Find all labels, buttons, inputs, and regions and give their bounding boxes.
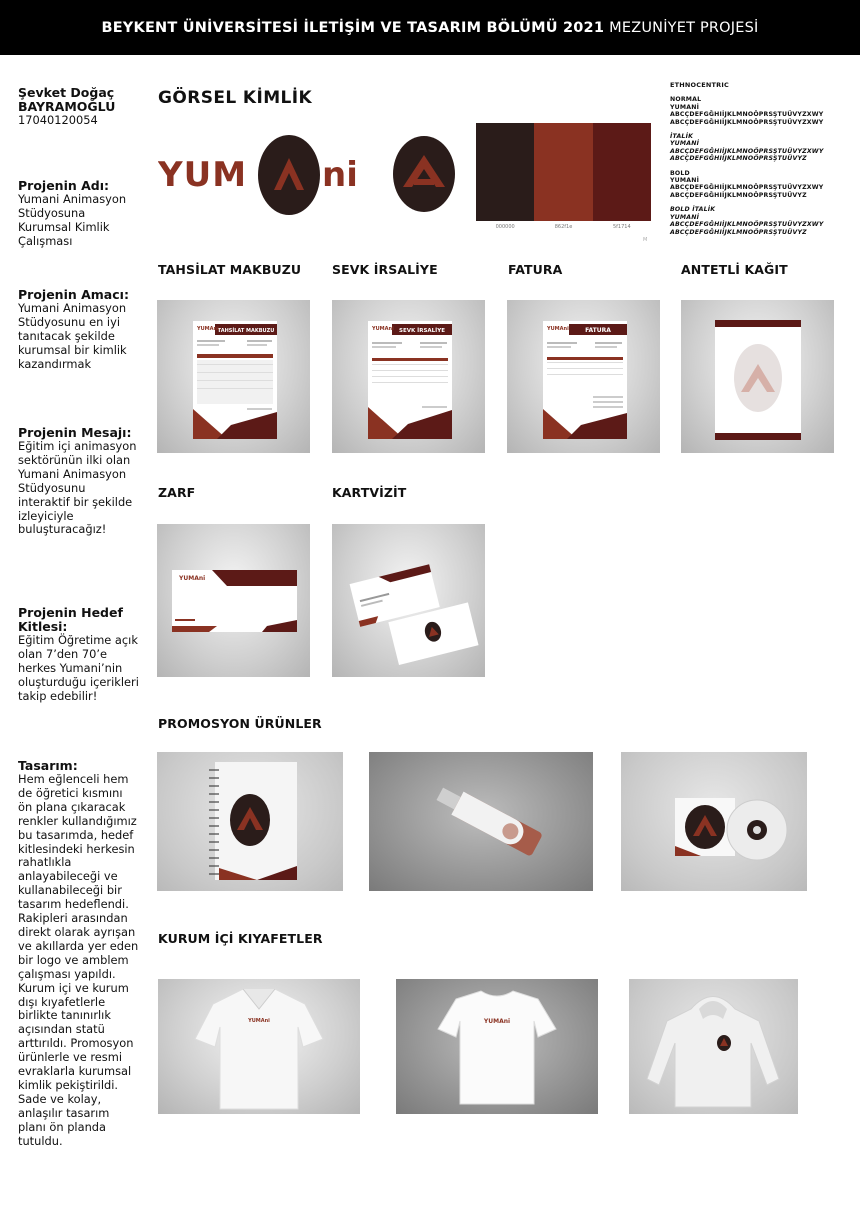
- color-label-1: 000000: [495, 224, 515, 230]
- target-audience-heading: Projenin Hedef Kitlesi:: [18, 605, 123, 634]
- font-brand-sample: YUMANİ: [670, 177, 700, 185]
- font-brand-sample: YUMANİ: [670, 140, 700, 148]
- font-brand-sample: YUMANİ: [670, 103, 700, 111]
- project-purpose-heading: Projenin Amacı:: [18, 287, 129, 302]
- design-text: Hem eğlenceli hem de öğretici kısmını ön plana çıkaracak renkler kullandığımız bu tasarımda, hedef kitlesindeki herkesin rahatlıkla anlayabileceği ve kullanabileceği bir tasarım hedeflendi. Rakipleri arasından direkt olarak ayrışan ve akıllarda yer eden bir logo ve amblem çalışması yapıldı. Kurum içi ve kurum dışı kıyafetlerle birlikte tanınırlık açısından statü arttırıldı. Promosyon ürünlerle ve resmi evraklarla kurumsal kimlik pekiştirildi. Sade ve kolay, anlaşılır tasarım planı ön planda tutuldu.: [18, 772, 139, 1148]
- font-family-name: ETHNOCENTRIC: [670, 81, 729, 89]
- font-style-label: İTALİK: [670, 133, 694, 141]
- tshirt-logo: YUMAni: [483, 1018, 511, 1025]
- color-swatch-1: [476, 123, 534, 221]
- font-group-bold: [670, 170, 855, 200]
- project-name-text: Yumani Animasyon Stüdyosuna Kurumsal Kimlik Çalışması: [18, 192, 127, 248]
- project-name-block: [18, 179, 140, 249]
- project-message-text: Eğitim içi animasyon sektörünün ilki olan Yumani Animasyon Stüdyosunu interaktif bir şekilde izleyiciyle buluşturacağız!: [18, 439, 137, 537]
- waybill-doc-label: SEVK İRSALİYE: [399, 328, 445, 334]
- svg-text:YUMAni: YUMAni: [547, 326, 569, 332]
- header-title-bold: BEYKENT ÜNİVERSİTESİ İLETİŞİM VE TASARIM BÖLÜMÜ 2021: [101, 19, 605, 36]
- yumani-logo: [158, 130, 368, 220]
- letterhead-mockup: [681, 300, 834, 453]
- letterhead-title: ANTETLİ KAĞIT: [681, 262, 788, 277]
- color-swatch-2: [534, 123, 592, 221]
- student-info: [18, 86, 140, 128]
- font-alphabet-sample: ABCÇDEFGĞHIİJKLMNOÖPRSŞTUÜVYZ: [670, 228, 807, 236]
- receipt-mockup: [157, 300, 310, 453]
- svg-text:YUMAni: YUMAni: [197, 326, 219, 332]
- page-mark: M: [643, 237, 648, 243]
- project-purpose-block: [18, 288, 140, 372]
- tshirt-mockup: [396, 979, 598, 1114]
- font-style-label: NORMAL: [670, 96, 702, 104]
- svg-text:YUM: YUM: [158, 155, 248, 195]
- target-audience-block: [18, 606, 140, 704]
- apparel-title: KURUM İÇİ KIYAFETLER: [158, 931, 323, 946]
- font-brand-sample: YUMANİ: [670, 213, 700, 221]
- receipt-doc-label: TAHSİLAT MAKBUZU: [217, 328, 275, 334]
- font-style-label: BOLD İTALİK: [670, 206, 716, 214]
- waybill-mockup: [332, 300, 485, 453]
- color-label-3: 5f1714: [612, 224, 631, 230]
- font-alphabet-sample: ABCÇDEFGĞHIİJKLMNOÖPRSŞTUÜVYZ: [670, 191, 807, 199]
- polo-shirt-mockup: [158, 979, 360, 1114]
- promo-title: PROMOSYON ÜRÜNLER: [158, 716, 322, 731]
- visual-identity-title: GÖRSEL KİMLİK: [158, 88, 313, 108]
- svg-text:ni: ni: [322, 155, 358, 195]
- project-purpose-text: Yumani Animasyon Stüdyosunu en iyi tanıtacak şekilde kurumsal bir kimlik kazandırmak: [18, 301, 127, 371]
- envelope-logo: YUMAni: [179, 575, 206, 582]
- envelope-mockup: [157, 524, 310, 677]
- color-labels: [476, 224, 651, 230]
- waybill-title: SEVK İRSALİYE: [332, 262, 438, 277]
- color-label-2: 862f1e: [554, 224, 573, 230]
- hoodie-mockup: [629, 979, 798, 1114]
- svg-text:YUMAni: YUMAni: [372, 326, 394, 332]
- notebook-mockup: [157, 752, 343, 891]
- project-name-heading: Projenin Adı:: [18, 178, 110, 193]
- font-alphabet-sample: ABCÇDEFGĞHIİJKLMNOÖPRSŞTUÜVYZXWY: [670, 111, 824, 119]
- business-card-title: KARTVİZİT: [332, 485, 407, 500]
- typeface-specimen: [670, 82, 855, 236]
- invoice-mockup: [507, 300, 660, 453]
- envelope-title: ZARF: [158, 485, 196, 500]
- yumani-emblem-icon: [392, 135, 456, 213]
- project-message-heading: Projenin Mesajı:: [18, 425, 132, 440]
- design-heading: Tasarım:: [18, 758, 78, 773]
- student-number: 17040120054: [18, 113, 98, 127]
- font-group-normal: [670, 96, 855, 126]
- color-palette: [476, 123, 651, 221]
- student-first-name: Şevket Doğaç: [18, 85, 115, 100]
- header-title-normal: MEZUNİYET PROJESİ: [609, 19, 759, 36]
- font-alphabet-sample: ABCÇDEFGĞHIİJKLMNOÖPRSŞTUÜVYZXWY: [670, 221, 824, 229]
- project-message-block: [18, 426, 140, 537]
- font-group-bold-italic: [670, 206, 855, 236]
- font-alphabet-sample: ABCÇDEFGĞHIİJKLMNOÖPRSŞTUÜVYZXWY: [670, 118, 824, 126]
- color-swatch-3: [593, 123, 651, 221]
- cd-case-mockup: [621, 752, 807, 891]
- font-alphabet-sample: ABCÇDEFGĞHIİJKLMNOÖPRSŞTUÜVYZXWY: [670, 147, 824, 155]
- page-header: [0, 0, 860, 55]
- usb-drive-mockup: [369, 752, 593, 891]
- receipt-title: TAHSİLAT MAKBUZU: [158, 262, 302, 277]
- business-card-mockup: [332, 524, 485, 677]
- polo-shirt-logo: YUMAni: [248, 1018, 270, 1024]
- student-last-name: BAYRAMOĞLU: [18, 99, 116, 114]
- target-audience-text: Eğitim Öğretime açık olan 7’den 70’e herkes Yumani’nin oluşturduğu içerikleri takip edebilir!: [18, 633, 139, 703]
- font-group-italic: [670, 133, 855, 163]
- invoice-doc-label: FATURA: [585, 327, 611, 334]
- design-block: [18, 759, 140, 1148]
- font-alphabet-sample: ABCÇDEFGĞHIİJKLMNOÖPRSŞTUÜVYZXWY: [670, 184, 824, 192]
- font-style-label: BOLD: [670, 169, 690, 177]
- invoice-title: FATURA: [508, 262, 563, 277]
- font-alphabet-sample: ABCÇDEFGĞHIİJKLMNOÖPRSŞTUÜVYZ: [670, 155, 807, 163]
